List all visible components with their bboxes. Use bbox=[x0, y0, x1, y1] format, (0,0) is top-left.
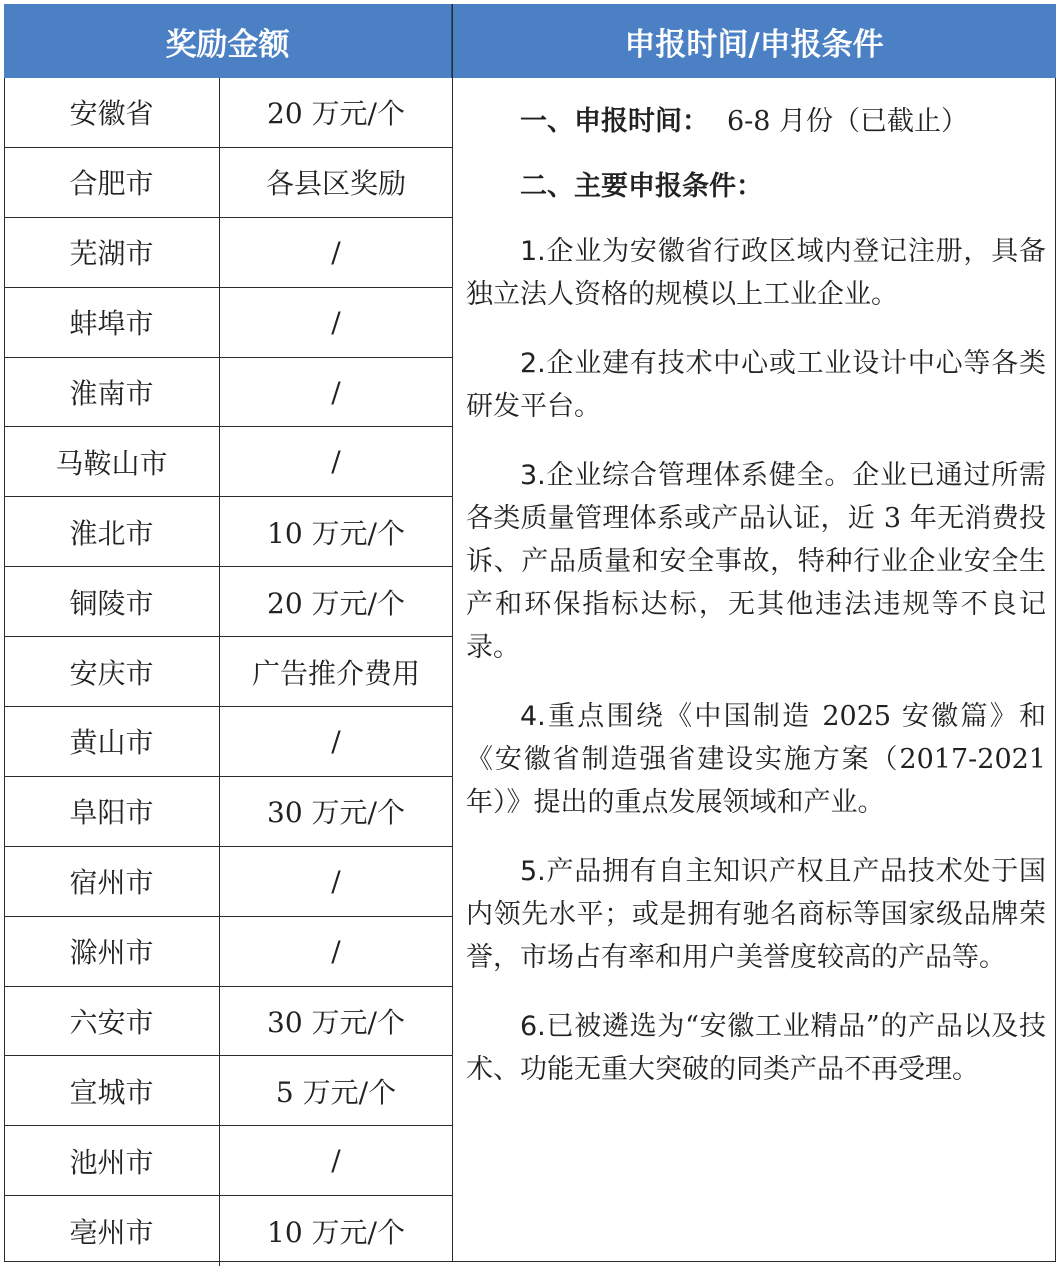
table-row bbox=[4, 1126, 452, 1196]
city-name: 安徽省 bbox=[4, 78, 220, 147]
condition-number: 3. bbox=[520, 460, 546, 491]
table-row bbox=[4, 637, 452, 707]
table-row bbox=[4, 707, 452, 777]
reward-amount: / bbox=[331, 864, 341, 898]
condition-text: 已被遴选为“安徽工业精品”的产品以及技术、功能无重大突破的同类产品不再受理。 bbox=[466, 1011, 1046, 1085]
condition-text: 产品拥有自主知识产权且产品技术处于国内领先水平；或是拥有驰名商标等国家级品牌荣誉，市场占有率和用户美誉度较高的产品等。 bbox=[466, 856, 1046, 973]
conditions-list bbox=[466, 230, 1046, 1091]
city-name: 黄山市 bbox=[4, 707, 220, 776]
condition-text: 企业建有技术中心或工业设计中心等各类研发平台。 bbox=[466, 348, 1046, 422]
reward-amount: / bbox=[331, 445, 341, 479]
condition-item bbox=[466, 1005, 1046, 1091]
column-divider bbox=[452, 4, 453, 1262]
reward-amount: 20 万元/个 bbox=[267, 97, 405, 131]
reward-table bbox=[4, 78, 452, 1266]
condition-item bbox=[466, 695, 1046, 824]
reward-amount: / bbox=[331, 235, 341, 269]
city-name: 淮南市 bbox=[4, 358, 220, 427]
city-name: 芜湖市 bbox=[4, 218, 220, 287]
application-time-label: 一、申报时间： bbox=[520, 106, 709, 137]
city-name: 宣城市 bbox=[4, 1056, 220, 1125]
table-row bbox=[4, 497, 452, 567]
reward-amount: 20 万元/个 bbox=[267, 586, 405, 620]
table-row bbox=[4, 777, 452, 847]
reward-amount: / bbox=[331, 1144, 341, 1178]
table-row bbox=[4, 847, 452, 917]
conditions-heading: 二、主要申报条件： bbox=[520, 171, 763, 202]
reward-amount: / bbox=[331, 305, 341, 339]
condition-item bbox=[466, 342, 1046, 428]
table-row bbox=[4, 218, 452, 288]
table-row bbox=[4, 567, 452, 637]
table-row bbox=[4, 1196, 452, 1266]
condition-number: 4. bbox=[520, 701, 546, 732]
table-row bbox=[4, 1056, 452, 1126]
city-name: 六安市 bbox=[4, 987, 220, 1056]
condition-text: 企业为安徽省行政区域内登记注册，具备独立法人资格的规模以上工业企业。 bbox=[466, 236, 1046, 310]
condition-number: 2. bbox=[520, 348, 546, 379]
application-time-value: 6-8 月份（已截止） bbox=[727, 106, 969, 137]
table-row bbox=[4, 78, 452, 148]
table-row bbox=[4, 288, 452, 358]
condition-item bbox=[466, 230, 1046, 316]
table-row bbox=[4, 427, 452, 497]
condition-text: 重点围绕《中国制造 2025 安徽篇》和《安徽省制造强省建设实施方案（2017-2021 年）》提出的重点发展领域和产业。 bbox=[466, 701, 1046, 818]
city-name: 亳州市 bbox=[4, 1196, 220, 1266]
reward-amount: 各县区奖励 bbox=[265, 167, 406, 201]
header-reward-amount: 奖励金额 bbox=[4, 4, 452, 78]
table-row bbox=[4, 148, 452, 218]
reward-amount: 5 万元/个 bbox=[275, 1075, 397, 1109]
reward-amount: 10 万元/个 bbox=[267, 516, 405, 550]
reward-amount: 30 万元/个 bbox=[267, 1006, 405, 1040]
city-name: 淮北市 bbox=[4, 497, 220, 566]
reward-amount: / bbox=[331, 375, 341, 409]
condition-number: 5. bbox=[520, 856, 546, 887]
condition-text: 企业综合管理体系健全。企业已通过所需各类质量管理体系或产品认证，近 3 年无消费投诉、产品质量和安全事故，特种行业企业安全生产和环保指标达标，无其他违法违规等不良记录。 bbox=[466, 460, 1046, 663]
city-name: 宿州市 bbox=[4, 847, 220, 916]
reward-amount: 30 万元/个 bbox=[267, 796, 405, 830]
condition-number: 1. bbox=[520, 236, 546, 267]
header-time-conditions: 申报时间/申报条件 bbox=[624, 26, 884, 63]
reward-amount: / bbox=[331, 724, 341, 758]
city-name: 安庆市 bbox=[4, 637, 220, 706]
application-details bbox=[466, 100, 1046, 1117]
table-row bbox=[4, 358, 452, 428]
city-name: 马鞍山市 bbox=[4, 427, 220, 496]
city-name: 合肥市 bbox=[4, 148, 220, 217]
condition-item bbox=[466, 454, 1046, 669]
city-name: 阜阳市 bbox=[4, 777, 220, 846]
reward-amount: 10 万元/个 bbox=[267, 1216, 405, 1250]
application-time bbox=[466, 100, 1046, 143]
table-header bbox=[4, 4, 1056, 78]
city-name: 铜陵市 bbox=[4, 567, 220, 636]
reward-amount: / bbox=[331, 934, 341, 968]
city-name: 滁州市 bbox=[4, 917, 220, 986]
reward-amount: 广告推介费用 bbox=[251, 656, 420, 690]
condition-item bbox=[466, 850, 1046, 979]
table-row bbox=[4, 917, 452, 987]
city-name: 池州市 bbox=[4, 1126, 220, 1195]
condition-number: 6. bbox=[520, 1011, 546, 1042]
table-row bbox=[4, 987, 452, 1057]
city-name: 蚌埠市 bbox=[4, 288, 220, 357]
